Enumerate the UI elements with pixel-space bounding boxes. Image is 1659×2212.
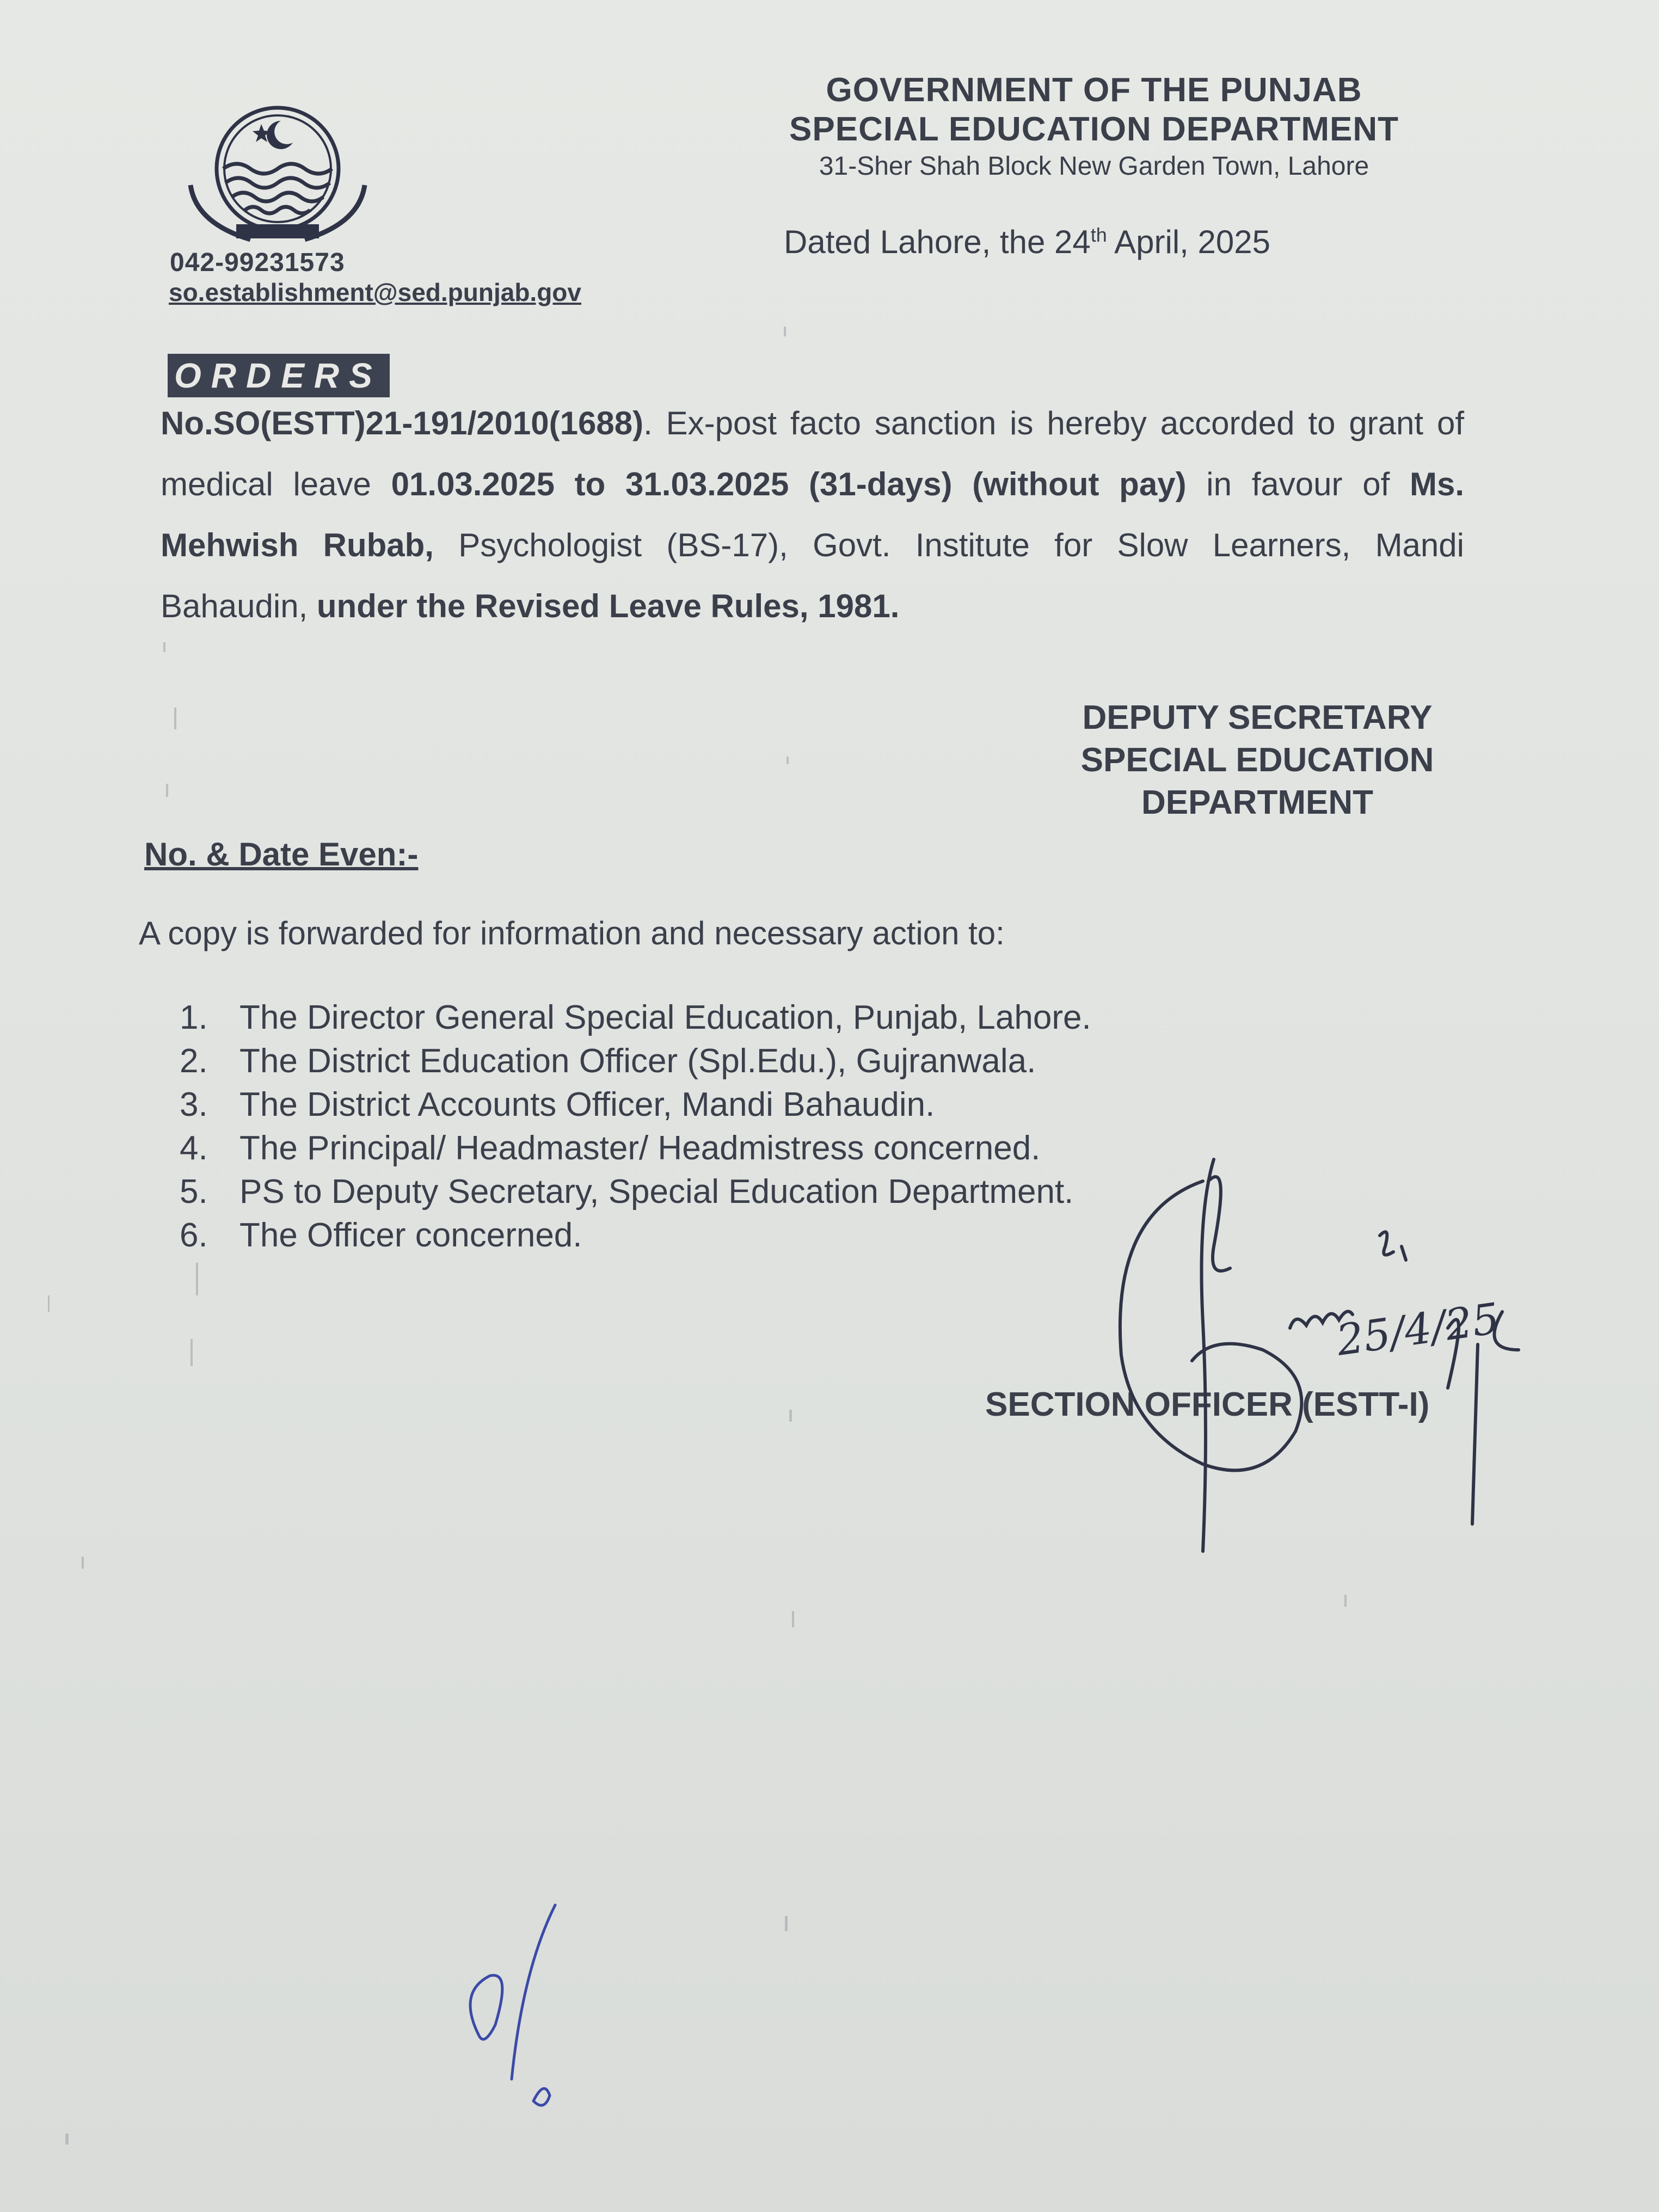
list-item bbox=[180, 996, 1091, 1040]
list-item bbox=[180, 1040, 1091, 1083]
punjab-government-crest-icon bbox=[180, 103, 376, 250]
letterhead-block bbox=[751, 71, 1437, 184]
handwritten-signature bbox=[1078, 1148, 1611, 1573]
handwritten-initial bbox=[452, 1894, 637, 2123]
item-number: 3. bbox=[180, 1086, 208, 1123]
item-text: The District Education Officer (Spl.Edu.), Gujranwala. bbox=[239, 1042, 1036, 1080]
item-text: The Principal/ Headmaster/ Headmistress concerned. bbox=[239, 1129, 1041, 1167]
signatory-line-3: DEPARTMENT bbox=[1141, 784, 1373, 821]
signature-date: 25/4/25 bbox=[1334, 1294, 1503, 1366]
item-number: 2. bbox=[180, 1042, 208, 1080]
item-text: The Director General Special Education, Punjab, Lahore. bbox=[239, 999, 1091, 1036]
signatory-line-1: DEPUTY SECRETARY bbox=[1082, 699, 1433, 736]
copy-to-list bbox=[180, 996, 1091, 1257]
item-number: 5. bbox=[180, 1173, 208, 1211]
list-item bbox=[180, 1127, 1091, 1170]
signatory-line-2: SPECIAL EDUCATION bbox=[1080, 741, 1434, 779]
order-number: No.SO(ESTT)21-191/2010(1688) bbox=[161, 405, 644, 441]
forward-text: A copy is forwarded for information and necessary action to: bbox=[139, 915, 1005, 951]
item-text: The District Accounts Officer, Mandi Bahaudin. bbox=[239, 1086, 935, 1123]
date-prefix: Dated Lahore, the 24 bbox=[784, 224, 1091, 260]
no-and-date-even: No. & Date Even:- bbox=[144, 836, 419, 872]
leave-rules: under the Revised Leave Rules, 1981. bbox=[316, 588, 900, 624]
item-number: 4. bbox=[180, 1129, 208, 1167]
date-line bbox=[784, 223, 1270, 261]
order-paragraph bbox=[161, 393, 1464, 637]
item-number: 6. bbox=[180, 1216, 208, 1254]
list-item bbox=[180, 1083, 1091, 1127]
item-number: 1. bbox=[180, 999, 208, 1036]
department-address: 31-Sher Shah Block New Garden Town, Lahore bbox=[819, 152, 1369, 181]
date-suffix: th bbox=[1090, 224, 1107, 246]
leave-period: 01.03.2025 to 31.03.2025 (31-days) (without pay) bbox=[391, 466, 1187, 502]
list-item bbox=[180, 1170, 1091, 1214]
department-title: SPECIAL EDUCATION DEPARTMENT bbox=[789, 110, 1399, 148]
deputy-secretary-block bbox=[958, 697, 1557, 824]
orders-label: ORDERS bbox=[168, 354, 390, 397]
orders-heading bbox=[168, 354, 390, 397]
employee-name: Ms. Mehwish Rubab, bbox=[161, 466, 1465, 563]
item-text: The Officer concerned. bbox=[239, 1216, 582, 1254]
list-item bbox=[180, 1214, 1091, 1257]
phone-number: 042-99231573 bbox=[170, 248, 345, 277]
item-text: PS to Deputy Secretary, Special Education Department. bbox=[239, 1173, 1074, 1211]
order-text-1: . Ex-post facto sanction is hereby accorded to grant of medical leave bbox=[161, 405, 1464, 502]
government-title: GOVERNMENT OF THE PUNJAB bbox=[826, 71, 1362, 109]
section-officer-title: SECTION OFFICER (ESTT-I) bbox=[985, 1386, 1430, 1423]
email-address: so.establishment@sed.punjab.gov bbox=[169, 278, 581, 306]
order-text-3: Psychologist (BS-17), Govt. Institute for Slow Learners, Mandi Bahaudin, bbox=[161, 527, 1464, 624]
date-rest: April, 2025 bbox=[1107, 224, 1271, 260]
order-text-2: in favour of bbox=[1186, 466, 1410, 502]
